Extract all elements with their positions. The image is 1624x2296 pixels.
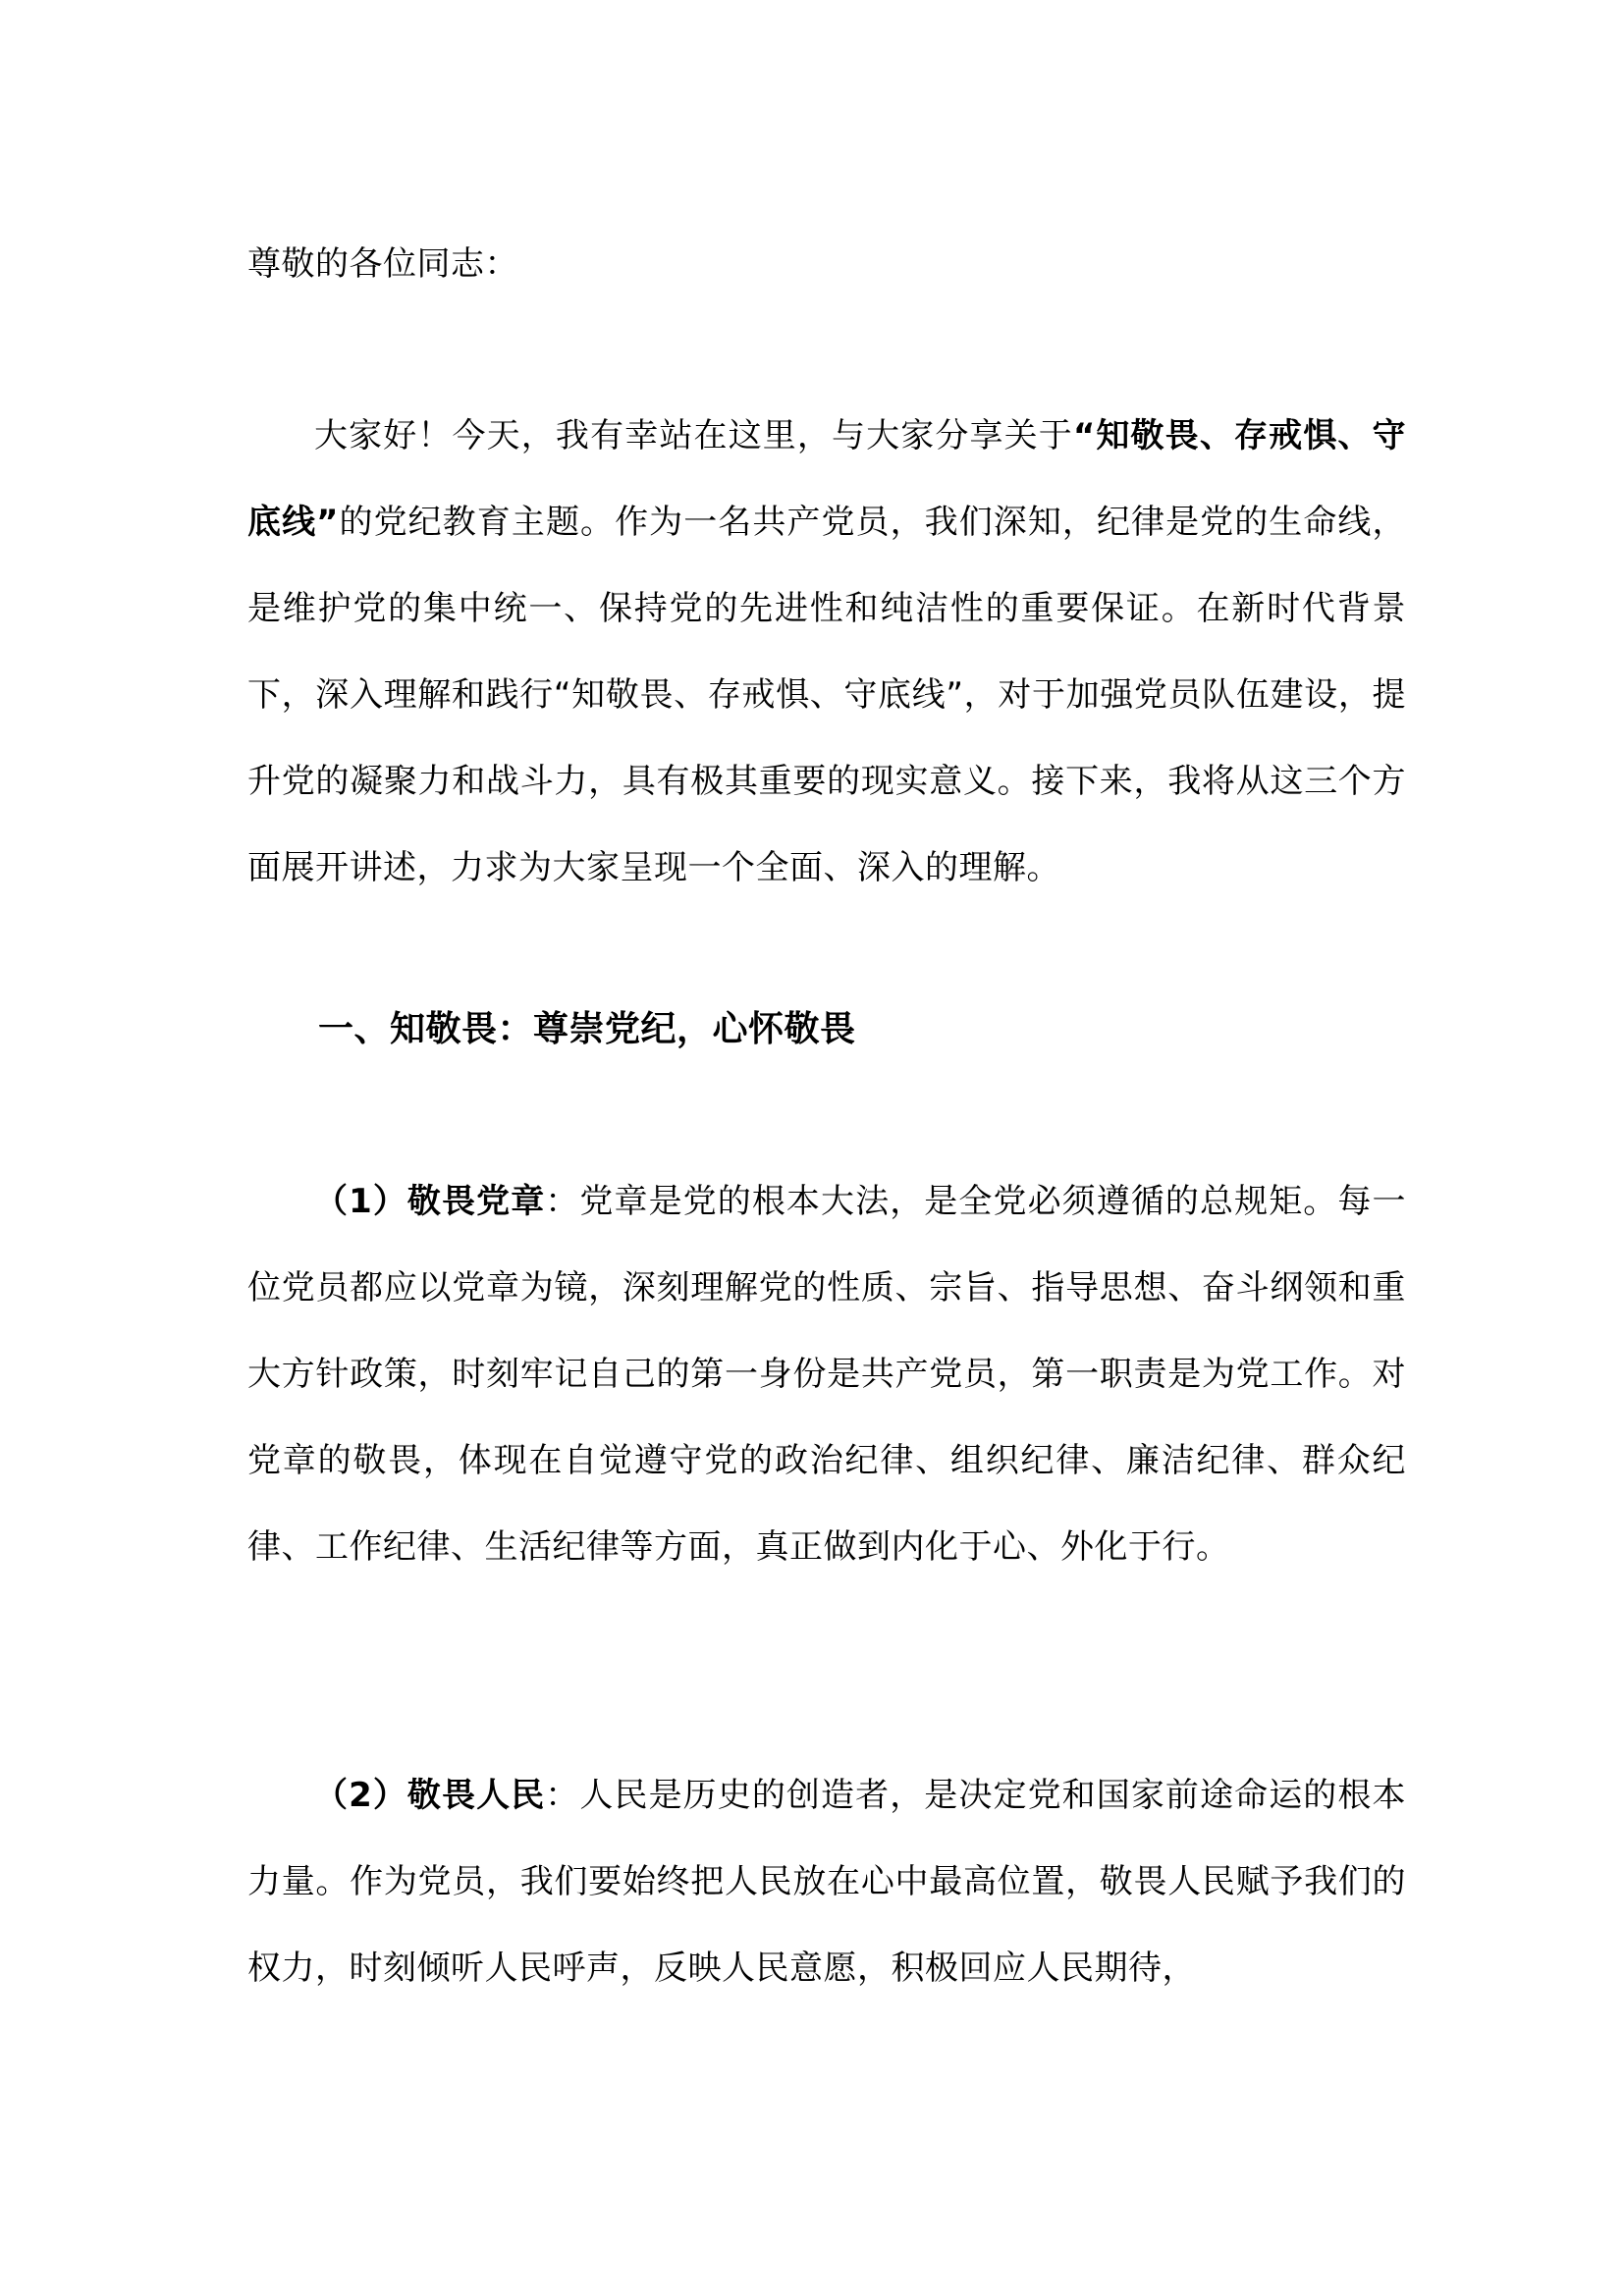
- section1-item2-paragraph: [247, 1752, 1406, 2011]
- section1-item1-label: （1）敬畏党章: [314, 1182, 546, 1221]
- intro-paragraph: [247, 393, 1406, 911]
- section1-item2-block: [247, 1752, 1406, 2011]
- section1-item2-text: ：人民是历史的创造者，是决定党和国家前途命运的根本力量。作为党员，我们要始终把人民放在心中最高位置，敬畏人民赋予我们的权力，时刻倾听人民呼声，反映人民意愿，积极回应人民期待，: [247, 1776, 1406, 1988]
- intro-theme: “知敬畏、存戒惧、守底线”: [247, 416, 1406, 542]
- salutation-block: [247, 221, 1406, 307]
- section1-item2-label: （2）敬畏人民: [314, 1776, 546, 1815]
- section1-heading-block: [247, 987, 1406, 1073]
- intro-block: [247, 393, 1406, 911]
- section1-item1-text: ：党章是党的根本大法，是全党必须遵循的总规矩。每一位党员都应以党章为镜，深刻理解党的性质、宗旨、指导思想、奋斗纲领和重大方针政策，时刻牢记自己的第一身份是共产党员，第一职责是为党工作。对党章的敬畏，体现在自觉遵守党的政治纪律、组织纪律、廉洁纪律、群众纪律、工作纪律、生活纪律等方面，真正做到内化于心、外化于行。: [247, 1182, 1406, 1567]
- intro-rest: 的党纪教育主题。作为一名共产党员，我们深知，纪律是党的生命线，是维护党的集中统一、保持党的先进性和纯洁性的重要保证。在新时代背景下，深入理解和践行“知敬畏、存戒惧、守底线”，对于加强党员队伍建设，提升党的凝聚力和战斗力，具有极其重要的现实意义。接下来，我将从这三个方面展开讲述，力求为大家呈现一个全面、深入的理解。: [247, 503, 1406, 887]
- salutation: 尊敬的各位同志：: [247, 244, 518, 284]
- intro-lead: 大家好！今天，我有幸站在这里，与大家分享关于: [314, 416, 1073, 455]
- section1-heading: 一、知敬畏：尊崇党纪，心怀敬畏: [318, 1009, 856, 1049]
- section1-item1-block: [247, 1158, 1406, 1590]
- section1-item1-paragraph: [247, 1158, 1406, 1590]
